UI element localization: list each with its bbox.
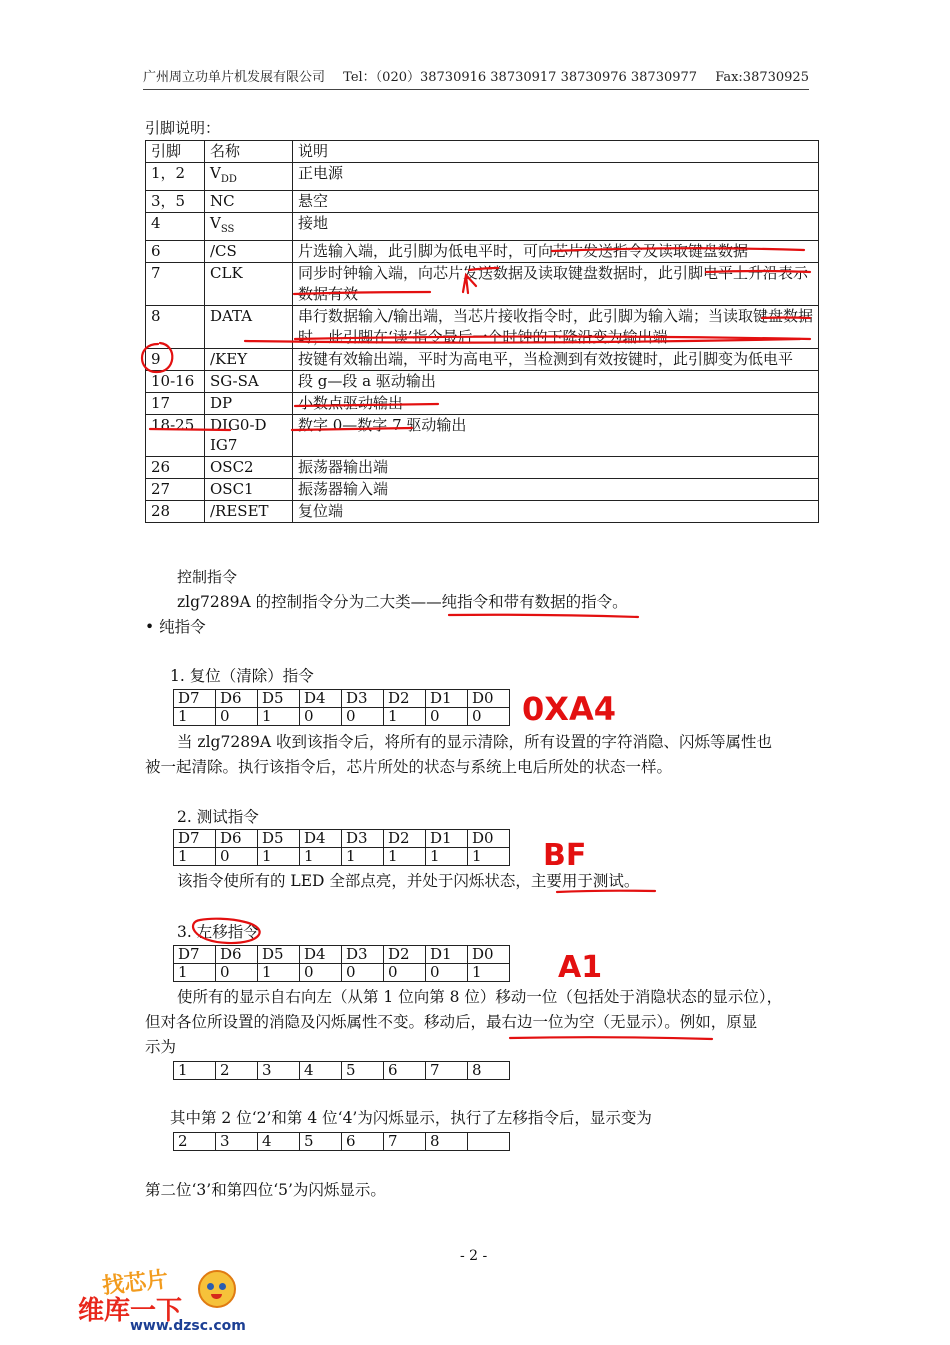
- bit-cell: 1: [258, 964, 300, 982]
- pin-name: [205, 163, 293, 191]
- bit-header: D7: [174, 946, 216, 964]
- column-header: 引脚: [146, 141, 205, 163]
- pin-row: [146, 393, 819, 415]
- pin-number: 8: [146, 306, 205, 349]
- cmd1-bit-table: [173, 689, 510, 726]
- pin-description: 正电源: [293, 163, 819, 191]
- bit-header-row: [174, 946, 510, 964]
- pin-number: 4: [146, 213, 205, 241]
- cmd1-desc-1: 当 zlg7289A 收到该指令后，将所有的显示清除，所有设置的字符消隐、闪烁等属性也: [177, 733, 773, 751]
- pin-number: 27: [146, 479, 205, 501]
- bit-cell: 1: [342, 848, 384, 866]
- pin-name: [205, 415, 293, 457]
- pin-number: 1，2: [146, 163, 205, 191]
- pin-number: 10-16: [146, 371, 205, 393]
- bit-header: D5: [258, 830, 300, 848]
- pin-description: 数字 0—数字 7 驱动输出: [293, 415, 819, 457]
- bit-header: D5: [258, 690, 300, 708]
- display-after-row: [174, 1133, 510, 1151]
- pin-row: [146, 263, 819, 306]
- company-fax: Fax:38730925: [715, 70, 809, 85]
- cmd2-desc: 该指令使所有的 LED 全部点亮，并处于闪烁状态，主要用于测试。: [177, 872, 640, 890]
- bit-header: D1: [426, 946, 468, 964]
- pin-description: 悬空: [293, 191, 819, 213]
- underline-intro: [449, 615, 638, 617]
- bit-header: D4: [300, 830, 342, 848]
- bit-header: D3: [342, 830, 384, 848]
- pin-description: 小数点驱动输出: [293, 393, 819, 415]
- bit-header: D2: [384, 690, 426, 708]
- bit-header: D3: [342, 690, 384, 708]
- cmd2-bit-table: [173, 829, 510, 866]
- pin-name: [205, 479, 293, 501]
- cmd3-title: [177, 920, 259, 945]
- pin-number: 18-25: [146, 415, 205, 457]
- cmd1-title: 1. 复位（清除）指令: [170, 667, 314, 685]
- pin-number: 7: [146, 263, 205, 306]
- bit-cell: 5: [342, 1062, 384, 1080]
- pin-name-subscript: SS: [220, 224, 235, 235]
- underline-rightmost: [510, 1037, 712, 1039]
- bit-header: D0: [468, 946, 510, 964]
- bit-cell: 0: [216, 708, 258, 726]
- bit-cell: 8: [426, 1133, 468, 1151]
- bit-cell: 1: [174, 848, 216, 866]
- bit-cell: 1: [174, 1062, 216, 1080]
- cmd3-desc-2: 但对各位所设置的消隐及闪烁属性不变。移动后，最右边一位为空（无显示）。例如，原显: [145, 1013, 758, 1031]
- bit-header-row: [174, 690, 510, 708]
- pin-row: [146, 306, 819, 349]
- bit-cell: 1: [258, 848, 300, 866]
- pure-cmd-bullet: • 纯指令: [145, 618, 206, 636]
- bit-cell: 4: [300, 1062, 342, 1080]
- pin-number: 26: [146, 457, 205, 479]
- bit-header: D6: [216, 946, 258, 964]
- bit-cell: 0: [342, 708, 384, 726]
- bit-cell: 0: [300, 708, 342, 726]
- bit-cell: 7: [384, 1133, 426, 1151]
- bit-header: D6: [216, 830, 258, 848]
- pin-table-caption: 引脚说明：: [145, 119, 221, 137]
- display-before-table: [173, 1061, 510, 1080]
- pin-table-header: [146, 141, 819, 163]
- bit-cell: 1: [468, 964, 510, 982]
- header-rule: [143, 89, 809, 90]
- cmd1-bit-row: [174, 708, 510, 726]
- pin-name-text: OSC2: [210, 458, 254, 476]
- pin-number: 3，5: [146, 191, 205, 213]
- pin-name: [205, 501, 293, 523]
- cmd3-bit-table: [173, 945, 510, 982]
- bit-cell: 1: [174, 964, 216, 982]
- cmd3-title-text: 左移指令: [196, 923, 259, 941]
- pin-row: [146, 241, 819, 263]
- bit-cell: 1: [468, 848, 510, 866]
- pin-name-text: DIG0-DIG7: [210, 416, 267, 454]
- cmd3-desc-3: 示为: [145, 1038, 177, 1056]
- cmd3-title-prefix: 3.: [177, 923, 197, 941]
- bit-cell: 1: [174, 708, 216, 726]
- pin-row: [146, 371, 819, 393]
- pin-name-subscript: DD: [220, 174, 237, 185]
- pin-name-text: CLK: [210, 264, 243, 282]
- bit-header: D4: [300, 690, 342, 708]
- cmd1-handwritten-note: 0XA4: [522, 690, 616, 728]
- logo-main-text: 维库一下: [78, 1296, 183, 1326]
- pin-description: 片选输入端，此引脚为低电平时，可向芯片发送指令及读取键盘数据: [293, 241, 819, 263]
- bit-cell: 2: [174, 1133, 216, 1151]
- bit-cell: 2: [216, 1062, 258, 1080]
- bit-cell: 0: [468, 708, 510, 726]
- bit-header: D2: [384, 946, 426, 964]
- bit-cell: 4: [258, 1133, 300, 1151]
- bit-cell: [468, 1133, 510, 1151]
- pin-description: 振荡器输出端: [293, 457, 819, 479]
- pin-number: 17: [146, 393, 205, 415]
- pin-name-text: NC: [210, 192, 235, 210]
- bit-header: D7: [174, 830, 216, 848]
- pin-name: [205, 263, 293, 306]
- column-header: 名称: [205, 141, 293, 163]
- display-before-row: [174, 1062, 510, 1080]
- bit-header: D6: [216, 690, 258, 708]
- cmd2-bit-row: [174, 848, 510, 866]
- pin-row: [146, 191, 819, 213]
- bit-cell: 6: [342, 1133, 384, 1151]
- bit-cell: 0: [342, 964, 384, 982]
- pin-description: 段 g—段 a 驱动输出: [293, 371, 819, 393]
- pin-description: 同步时钟输入端，向芯片发送数据及读取键盘数据时，此引脚电平上升沿表示数据有效: [293, 263, 819, 306]
- bit-header-row: [174, 830, 510, 848]
- pin-number: 6: [146, 241, 205, 263]
- pin-name: [205, 457, 293, 479]
- bit-cell: 0: [426, 708, 468, 726]
- control-intro: zlg7289A 的控制指令分为二大类——纯指令和带有数据的指令。: [177, 593, 628, 611]
- bit-cell: 3: [216, 1133, 258, 1151]
- bit-cell: 0: [216, 848, 258, 866]
- pin-table: [145, 140, 819, 523]
- section-title: 控制指令: [177, 568, 238, 586]
- column-header: 说明: [293, 141, 819, 163]
- logo-url: www.dzsc.com: [130, 1318, 246, 1334]
- pin-name: [205, 371, 293, 393]
- bit-header: D1: [426, 690, 468, 708]
- cmd3-handwritten-note: A1: [558, 950, 603, 985]
- bit-cell: 1: [426, 848, 468, 866]
- company-tel: Tel：（020）38730916 38730917 38730976 38730977: [343, 70, 698, 85]
- cmd3-final: 第二位‘3’和第四位‘5’为闪烁显示。: [145, 1181, 386, 1199]
- bit-cell: 0: [300, 964, 342, 982]
- bit-header: D4: [300, 946, 342, 964]
- dzsc-logo: [78, 1262, 253, 1338]
- pin-name-text: SG-SA: [210, 372, 259, 390]
- pin-row: [146, 213, 819, 241]
- pin-name: [205, 213, 293, 241]
- bit-cell: 6: [384, 1062, 426, 1080]
- pin-row: [146, 415, 819, 457]
- pin-name-text: OSC1: [210, 480, 254, 498]
- bit-cell: 0: [216, 964, 258, 982]
- cmd3-desc-1: 使所有的显示自右向左（从第 1 位向第 8 位）移动一位（包括处于消隐状态的显示位），: [177, 988, 783, 1006]
- bit-cell: 5: [300, 1133, 342, 1151]
- pin-row: [146, 163, 819, 191]
- bit-header: D2: [384, 830, 426, 848]
- company-name: 广州周立功单片机发展有限公司: [143, 70, 326, 85]
- page-header: [143, 66, 809, 85]
- pin-description: 复位端: [293, 501, 819, 523]
- bit-cell: 7: [426, 1062, 468, 1080]
- logo-top-text: 找芯片: [101, 1267, 170, 1300]
- cmd1-desc-2: 被一起清除。执行该指令后，芯片所处的状态与系统上电后所处的状态一样。: [145, 758, 673, 776]
- pin-name: [205, 241, 293, 263]
- pin-description: 串行数据输入/输出端，当芯片接收指令时，此引脚为输入端；当读取键盘数据时，此引脚在‘读’指令最后一个时钟的下降沿变为输出端: [293, 306, 819, 349]
- cmd2-title: 2. 测试指令: [177, 808, 259, 826]
- pin-row: [146, 349, 819, 371]
- pin-name-text: DATA: [210, 307, 253, 325]
- bit-cell: 0: [426, 964, 468, 982]
- pin-number: 9: [146, 349, 205, 371]
- cmd2-handwritten-note: BF: [543, 838, 587, 873]
- pin-description: 振荡器输入端: [293, 479, 819, 501]
- bit-cell: 3: [258, 1062, 300, 1080]
- page-number: - 2 -: [460, 1248, 488, 1264]
- pin-name-text: /KEY: [210, 350, 248, 368]
- pin-description: 接地: [293, 213, 819, 241]
- bit-cell: 1: [300, 848, 342, 866]
- bit-header: D0: [468, 690, 510, 708]
- bit-cell: 1: [384, 848, 426, 866]
- pin-name-text: /CS: [210, 242, 237, 260]
- bit-header: D0: [468, 830, 510, 848]
- bit-cell: 1: [384, 708, 426, 726]
- pin-description: 按键有效输出端，平时为高电平，当检测到有效按键时，此引脚变为低电平: [293, 349, 819, 371]
- pin-name-text: V: [210, 214, 221, 232]
- bit-header: D1: [426, 830, 468, 848]
- pin-row: [146, 501, 819, 523]
- pin-name-text: /RESET: [210, 502, 269, 520]
- pin-name: [205, 349, 293, 371]
- pin-name-text: V: [210, 164, 221, 182]
- pin-name: [205, 393, 293, 415]
- bit-header: D3: [342, 946, 384, 964]
- bit-header: D7: [174, 690, 216, 708]
- bit-header: D5: [258, 946, 300, 964]
- cmd3-bit-row: [174, 964, 510, 982]
- pin-row: [146, 479, 819, 501]
- display-after-table: [173, 1132, 510, 1151]
- pin-number: 28: [146, 501, 205, 523]
- pin-name: [205, 306, 293, 349]
- mascot-icon: [198, 1270, 236, 1308]
- pin-row: [146, 457, 819, 479]
- bit-cell: 1: [258, 708, 300, 726]
- pin-name-text: DP: [210, 394, 233, 412]
- bit-cell: 0: [384, 964, 426, 982]
- bit-cell: 8: [468, 1062, 510, 1080]
- cmd3-after-text: 其中第 2 位‘2’和第 4 位‘4’为闪烁显示，执行了左移指令后，显示变为: [170, 1109, 652, 1127]
- pin-name: [205, 191, 293, 213]
